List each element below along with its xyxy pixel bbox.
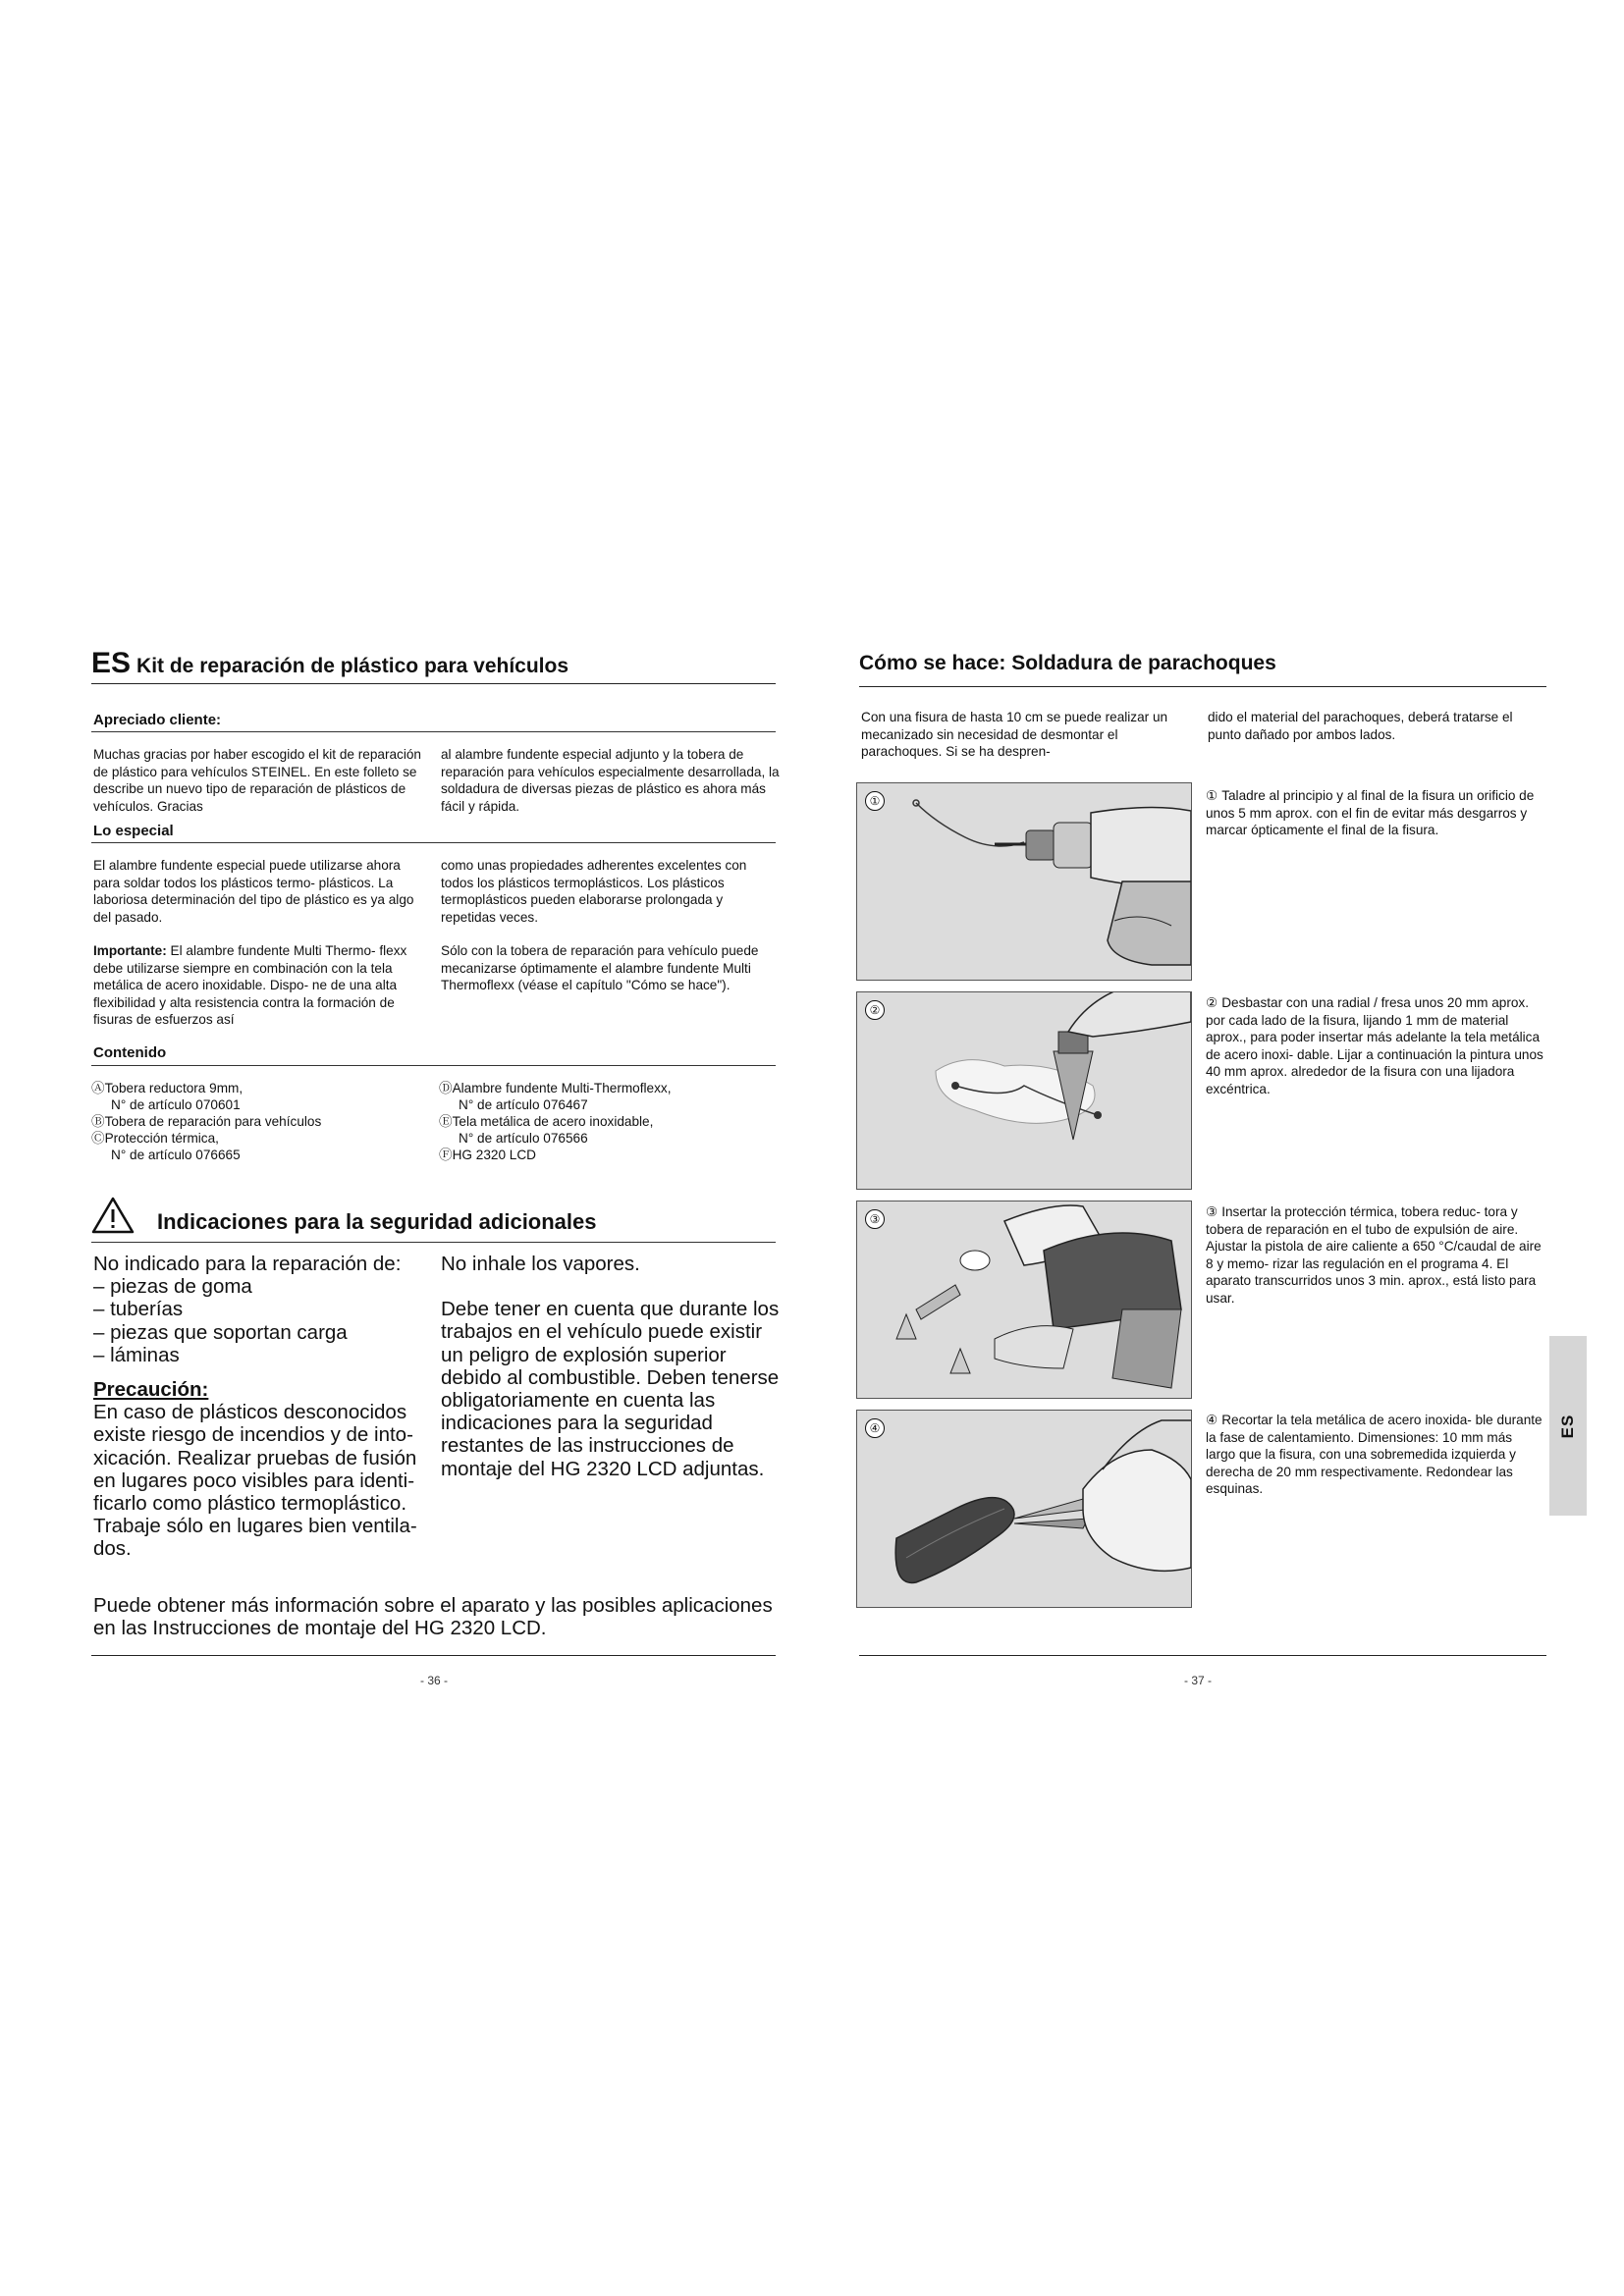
contents-item-c-number: N° de artículo 076665 (111, 1148, 241, 1162)
contents-col1 (91, 1080, 425, 1163)
special-heading: Lo especial (93, 823, 174, 839)
contents-item-c: ⒸProtección térmica, (91, 1131, 219, 1146)
greeting-heading: Apreciado cliente: (93, 712, 222, 728)
step-4-illustration (856, 1410, 1192, 1608)
page-number-right: - 37 - (1184, 1674, 1213, 1687)
contents-item-a: ⒶTobera reductora 9mm, (91, 1081, 244, 1095)
footer-note: Puede obtener más información sobre el aparato y las posibles aplicaciones en las Instrucciones de montaje del HG 2320 LCD. (93, 1594, 773, 1640)
step-1-badge: ① (865, 791, 885, 811)
safety-col2 (441, 1253, 780, 1480)
contents-item-e: ⒺTela metálica de acero inoxidable, (439, 1114, 654, 1129)
not-suitable-item: – piezas que soportan carga (93, 1320, 348, 1344)
contents-item-d-number: N° de artículo 076467 (459, 1097, 588, 1112)
important-text: El alambre fundente Multi Thermo- flexx debe utilizarse siempre en combinación con la tela metálica de acero inoxidable. Dispo- ne de una alta flexibilidad y alta resistencia contra la formación de fisuras de esfuerzos así (93, 943, 407, 1027)
contents-item-a-number: N° de artículo 070601 (111, 1097, 241, 1112)
intro-col1: Con una fisura de hasta 10 cm se puede realizar un mecanizado sin necesidad de desmontar el parachoques. Si se ha despren- (861, 710, 1168, 759)
contents-rule (91, 1065, 776, 1066)
greeting-col2: al alambre fundente especial adjunto y la tobera de reparación para vehículos especialmente desarrollada, la soldadura de diversas piezas de plástico es ahora más fácil y rápida. (441, 747, 780, 814)
step-4-text (1206, 1412, 1544, 1498)
step-4-number: ④ (1206, 1413, 1218, 1427)
safety-col1 (93, 1253, 432, 1561)
caution-text: En caso de plásticos desconocidos existe riesgo de incendios y de into- xicación. Realizar pruebas de fusión en lugares poco visibles para identi- ficarlo como plástico termoplástico. Trabaje sólo en lugares bien ventila- dos. (93, 1401, 417, 1561)
step-1-text (1206, 787, 1544, 839)
contents-item-d: ⒹAlambre fundente Multi-Thermoflexx, (439, 1081, 672, 1095)
step-4-badge: ④ (865, 1418, 885, 1438)
important-col2: Sólo con la tobera de reparación para vehículo puede mecanizarse óptimamente el alambre fundente Multi Thermoflexx (véase el capítulo "Cómo se hace"). (441, 943, 759, 992)
not-suitable-item: – tuberías (93, 1298, 184, 1321)
special-col1: El alambre fundente especial puede utilizarse ahora para soldar todos los plásticos termo- plásticos. La laboriosa determinación del tipo de plástico es ya algo del pasado. (93, 858, 414, 925)
step-2-illustration (856, 991, 1192, 1190)
step-3-description: Insertar la protección térmica, tobera reduc- tora y tobera de reparación en el tubo de expulsión de aire. Ajustar la pistola de aire caliente a 650 °C/caudal de aire 8 y memo- rizar las regulación en el programa 4. El aparato transcurridos unos 3 min. aprox., está listo para usar. (1206, 1204, 1542, 1306)
special-col2: como unas propiedades adherentes excelentes con todos los plásticos termoplásticos. Los plásticos termoplásticos pueden elaborarse prolongada y repetidas veces. (441, 858, 747, 925)
step-1-illustration (856, 782, 1192, 981)
important-label: Importante: (93, 943, 167, 958)
step-2-text (1206, 994, 1544, 1098)
language-code: ES (91, 647, 132, 679)
warning-triangle-icon (90, 1196, 135, 1235)
not-suitable-item: – láminas (93, 1343, 180, 1366)
footer-rule-right (859, 1655, 1546, 1656)
step-3-text (1206, 1203, 1544, 1308)
title-text: Kit de reparación de plástico para vehículos (136, 655, 569, 677)
contents-item-f: ⒻHG 2320 LCD (439, 1148, 536, 1162)
step-2-badge: ② (865, 1000, 885, 1020)
greeting-rule (91, 731, 776, 732)
contents-item-b: ⒷTobera de reparación para vehículos (91, 1114, 322, 1129)
step-3-number: ③ (1206, 1204, 1218, 1219)
contents-heading: Contenido (93, 1044, 167, 1061)
title-rule (91, 683, 776, 684)
language-side-tab (1549, 1336, 1587, 1516)
not-suitable-intro: No indicado para la reparación de: (93, 1253, 402, 1275)
contents-item-e-number: N° de artículo 076566 (459, 1131, 588, 1146)
intro-col2: dido el material del parachoques, deberá tratarse el punto dañado por ambos lados. (1208, 710, 1513, 742)
side-tab-label: ES (1558, 1414, 1577, 1438)
safety-rule (91, 1242, 776, 1243)
right-title-rule (859, 686, 1546, 687)
greeting-col1: Muchas gracias por haber escogido el kit de reparación de plástico para vehículos STEINEL. En este folleto se describe un nuevo tipo de reparación de plásticos de vehículos. Gracias (93, 747, 421, 814)
step-1-number: ① (1206, 788, 1218, 803)
left-page-title (91, 647, 774, 680)
page-number-left: - 36 - (420, 1674, 449, 1687)
important-col1 (93, 942, 427, 1029)
not-suitable-item: – piezas de goma (93, 1275, 252, 1299)
no-inhale-text: No inhale los vapores. (441, 1253, 640, 1275)
contents-col2 (439, 1080, 778, 1163)
step-3-badge: ③ (865, 1209, 885, 1229)
caution-heading: Precaución: (93, 1378, 209, 1402)
step-2-number: ② (1206, 995, 1218, 1010)
step-1-description: Taladre al principio y al final de la fisura un orificio de unos 5 mm aprox. con el fin de evitar más desgarros y marcar ópticamente el final de la fisura. (1206, 788, 1535, 838)
step-3-illustration (856, 1201, 1192, 1399)
special-rule (91, 842, 776, 843)
step-4-description: Recortar la tela metálica de acero inoxida- ble durante la fase de calentamiento. Dimensiones: 10 mm más largo que la fisura, con una sobremedida izquierda y derecha de 20 mm respectivamente. Redondear las esquinas. (1206, 1413, 1543, 1497)
right-page-title: Cómo se hace: Soldadura de parachoques (859, 652, 1276, 674)
safety-heading: Indicaciones para la seguridad adicionales (157, 1209, 597, 1234)
footer-rule-left (91, 1655, 776, 1656)
explosion-warning-text: Debe tener en cuenta que durante los trabajos en el vehículo puede existir un peligro de explosión superior debido al combustible. Deben tenerse obligatoriamente en cuenta las indicaciones para la seguridad restantes de las instrucciones de montaje del HG 2320 LCD adjuntas. (441, 1298, 780, 1480)
step-2-description: Desbastar con una radial / fresa unos 20 mm aprox. por cada lado de la fisura, lijando 1 mm de material aprox., para poder insertar más adelante la tela metálica de acero inoxi- dable. Lijar a continuación la pintura unos 40 mm aprox. alrededor de la fisura con una lijadora excéntrica. (1206, 995, 1543, 1096)
